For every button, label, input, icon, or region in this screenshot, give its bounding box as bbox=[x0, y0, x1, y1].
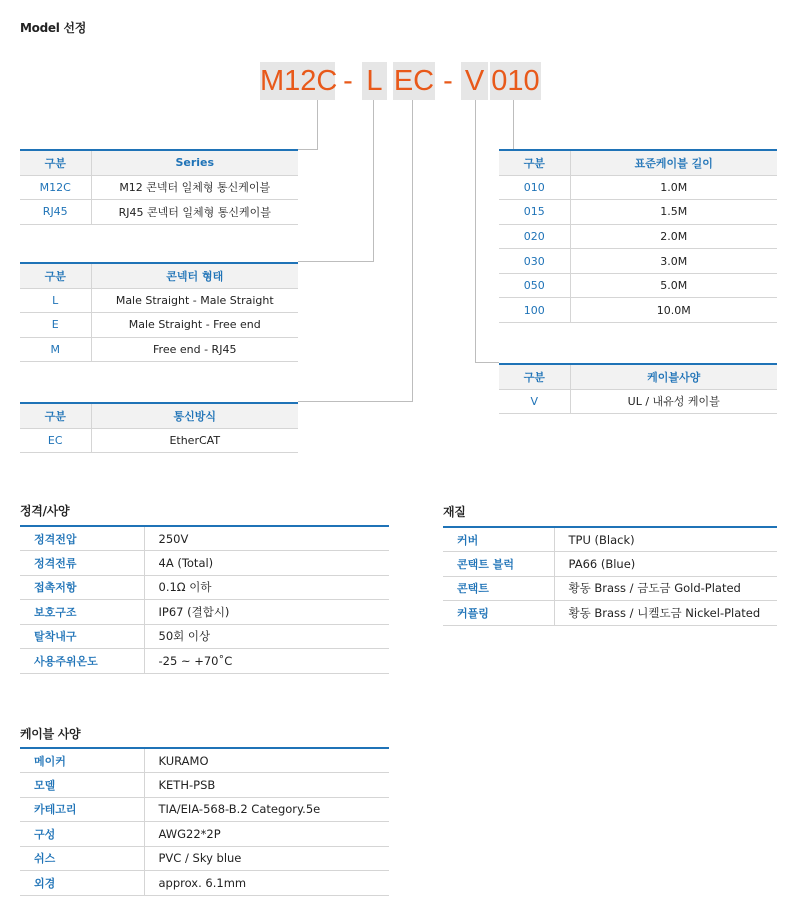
table-row bbox=[20, 624, 389, 649]
material-table bbox=[443, 526, 777, 626]
table-header: 케이블사양 bbox=[570, 364, 777, 389]
table-row bbox=[20, 748, 389, 773]
table-header: 구분 bbox=[20, 403, 91, 428]
row-key: 콘택트 블럭 bbox=[443, 552, 554, 577]
code-dash: - bbox=[343, 65, 353, 97]
code-cable: V bbox=[461, 62, 488, 100]
table-row bbox=[20, 428, 298, 453]
table-header: 콘넥터 형태 bbox=[91, 263, 298, 288]
table-row bbox=[443, 527, 777, 552]
row-key: 030 bbox=[499, 249, 570, 274]
row-key: 모델 bbox=[20, 773, 144, 798]
row-value: 황동 Brass / 니켈도금 Nickel-Plated bbox=[554, 601, 777, 626]
row-key: 100 bbox=[499, 298, 570, 323]
row-value: KETH-PSB bbox=[144, 773, 389, 798]
table-header: 구분 bbox=[499, 364, 570, 389]
table-row bbox=[499, 224, 777, 249]
table-row bbox=[20, 175, 298, 200]
row-key: V bbox=[499, 389, 570, 414]
code-comm: EC bbox=[393, 62, 435, 100]
connector-line-length bbox=[513, 100, 514, 149]
row-key: 외경 bbox=[20, 871, 144, 896]
row-key: 정격전압 bbox=[20, 526, 144, 551]
comm-table bbox=[20, 402, 298, 453]
row-value: Male Straight - Male Straight bbox=[91, 288, 298, 313]
table-row bbox=[499, 175, 777, 200]
table-row bbox=[499, 249, 777, 274]
row-key: M bbox=[20, 337, 91, 362]
row-key: E bbox=[20, 313, 91, 338]
connector-line-cable bbox=[475, 100, 499, 363]
row-key: 커버 bbox=[443, 527, 554, 552]
table-header: 구분 bbox=[20, 150, 91, 175]
table-header: Series bbox=[91, 150, 298, 175]
row-value: TIA/EIA-568-B.2 Category.5e bbox=[144, 797, 389, 822]
row-key: L bbox=[20, 288, 91, 313]
table-row bbox=[20, 649, 389, 674]
table-row bbox=[499, 200, 777, 225]
row-key: 020 bbox=[499, 224, 570, 249]
row-value: KURAMO bbox=[144, 748, 389, 773]
series-table bbox=[20, 149, 298, 225]
row-value: PVC / Sky blue bbox=[144, 846, 389, 871]
table-row bbox=[499, 389, 777, 414]
table-row bbox=[20, 288, 298, 313]
row-key: 커플링 bbox=[443, 601, 554, 626]
row-value: RJ45 콘넥터 일체형 통신케이블 bbox=[91, 200, 298, 225]
length-table bbox=[499, 149, 777, 323]
table-header: 구분 bbox=[499, 150, 570, 175]
table-row bbox=[20, 551, 389, 576]
row-key: RJ45 bbox=[20, 200, 91, 225]
row-value: 1.5M bbox=[570, 200, 777, 225]
row-key: EC bbox=[20, 428, 91, 453]
table-row bbox=[20, 337, 298, 362]
material-title: 재질 bbox=[443, 505, 466, 519]
code-length: 010 bbox=[490, 62, 541, 100]
table-row bbox=[20, 773, 389, 798]
connector-table bbox=[20, 262, 298, 362]
table-row bbox=[20, 797, 389, 822]
row-value: 50회 이상 bbox=[144, 624, 389, 649]
rating-table bbox=[20, 525, 389, 674]
row-value: 2.0M bbox=[570, 224, 777, 249]
table-row bbox=[20, 846, 389, 871]
connector-line-comm bbox=[298, 100, 413, 402]
row-key: 010 bbox=[499, 175, 570, 200]
table-header: 표준케이블 길이 bbox=[570, 150, 777, 175]
table-row bbox=[20, 600, 389, 625]
row-value: IP67 (결합시) bbox=[144, 600, 389, 625]
table-header: 통신방식 bbox=[91, 403, 298, 428]
code-dash: - bbox=[443, 65, 453, 97]
row-value: Male Straight - Free end bbox=[91, 313, 298, 338]
row-value: Free end - RJ45 bbox=[91, 337, 298, 362]
row-key: 보호구조 bbox=[20, 600, 144, 625]
table-row bbox=[20, 871, 389, 896]
row-key: 구성 bbox=[20, 822, 144, 847]
row-key: 메이커 bbox=[20, 748, 144, 773]
table-row bbox=[20, 313, 298, 338]
row-key: 정격전류 bbox=[20, 551, 144, 576]
table-header: 구분 bbox=[20, 263, 91, 288]
model-selection-title: Model 선정 bbox=[20, 21, 86, 35]
row-key: 콘택트 bbox=[443, 576, 554, 601]
row-value: M12 콘넥터 일체형 통신케이블 bbox=[91, 175, 298, 200]
row-value: 5.0M bbox=[570, 273, 777, 298]
table-row bbox=[443, 576, 777, 601]
row-value: UL / 내유성 케이블 bbox=[570, 389, 777, 414]
row-value: 황동 Brass / 금도금 Gold-Plated bbox=[554, 576, 777, 601]
model-code bbox=[260, 62, 541, 100]
row-value: 1.0M bbox=[570, 175, 777, 200]
table-row bbox=[499, 273, 777, 298]
row-key: 카테고리 bbox=[20, 797, 144, 822]
row-value: 4A (Total) bbox=[144, 551, 389, 576]
row-key: 쉬스 bbox=[20, 846, 144, 871]
table-row bbox=[20, 200, 298, 225]
row-value: -25 ~ +70˚C bbox=[144, 649, 389, 674]
table-row bbox=[443, 552, 777, 577]
cable-spec-table bbox=[20, 747, 389, 896]
cable-spec-title: 케이블 사양 bbox=[20, 727, 81, 741]
code-series: M12C bbox=[260, 62, 335, 100]
table-row bbox=[20, 822, 389, 847]
cable-type-table bbox=[499, 363, 777, 414]
row-value: AWG22*2P bbox=[144, 822, 389, 847]
row-key: 탈착내구 bbox=[20, 624, 144, 649]
row-key: 050 bbox=[499, 273, 570, 298]
row-value: 0.1Ω 이하 bbox=[144, 575, 389, 600]
table-row bbox=[20, 526, 389, 551]
row-value: TPU (Black) bbox=[554, 527, 777, 552]
row-key: 015 bbox=[499, 200, 570, 225]
row-key: M12C bbox=[20, 175, 91, 200]
row-value: 250V bbox=[144, 526, 389, 551]
table-row bbox=[20, 575, 389, 600]
row-value: 3.0M bbox=[570, 249, 777, 274]
code-connector: L bbox=[362, 62, 387, 100]
row-value: 10.0M bbox=[570, 298, 777, 323]
row-value: EtherCAT bbox=[91, 428, 298, 453]
row-key: 접촉저항 bbox=[20, 575, 144, 600]
row-key: 사용주위온도 bbox=[20, 649, 144, 674]
table-row bbox=[499, 298, 777, 323]
rating-title: 정격/사양 bbox=[20, 504, 70, 518]
row-value: PA66 (Blue) bbox=[554, 552, 777, 577]
table-row bbox=[443, 601, 777, 626]
row-value: approx. 6.1mm bbox=[144, 871, 389, 896]
